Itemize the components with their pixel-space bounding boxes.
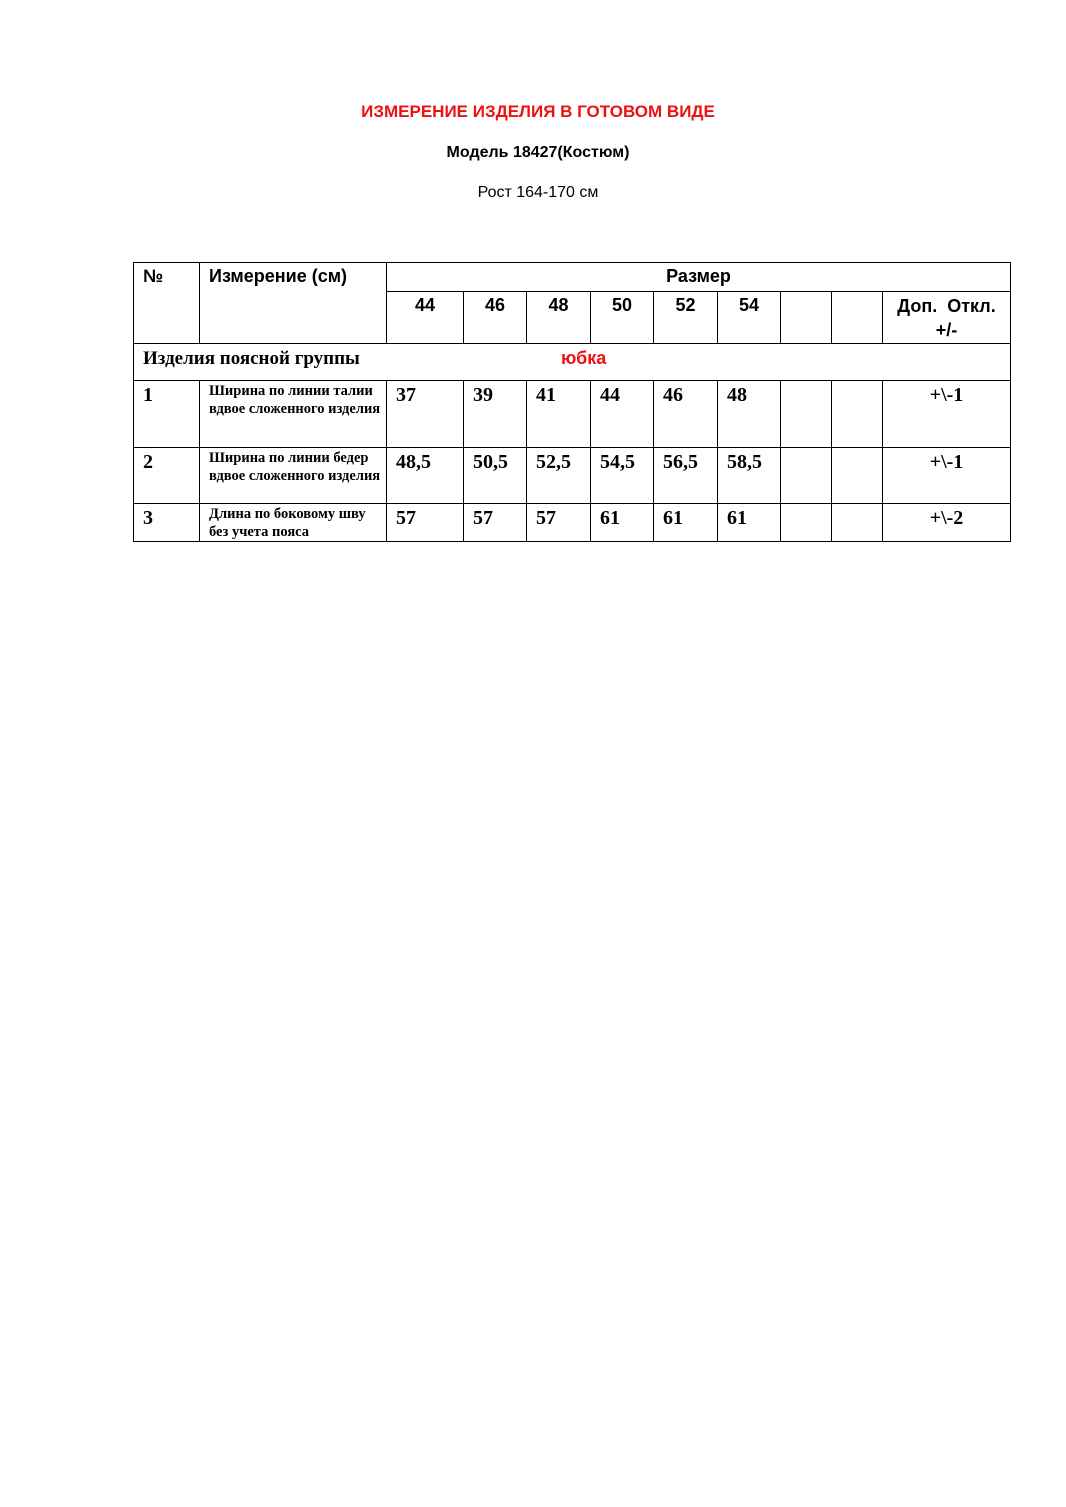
group-cell	[134, 344, 1011, 381]
model-label: Модель 18427(Костюм)	[446, 144, 630, 161]
row-description: Длина по боковому шву без учета пояса	[200, 504, 387, 542]
row-value: 54,5	[591, 448, 654, 504]
row-number: 1	[134, 381, 200, 448]
row-description: Ширина по линии бедер вдвое сложенного изделия	[200, 448, 387, 504]
row-value: 61	[591, 504, 654, 542]
size-cell: 54	[718, 292, 781, 344]
row-value: 50,5	[464, 448, 527, 504]
size-cell: 52	[654, 292, 718, 344]
row-description: Ширина по линии талии вдвое сложенного изделия	[200, 381, 387, 448]
size-cell	[832, 292, 883, 344]
row-value: 57	[387, 504, 464, 542]
table-row	[134, 448, 1011, 504]
row-value: 44	[591, 381, 654, 448]
table-row	[134, 504, 1011, 542]
row-tolerance: +\-1	[883, 448, 1011, 504]
row-value: 58,5	[718, 448, 781, 504]
row-value: 48,5	[387, 448, 464, 504]
size-cell: 46	[464, 292, 527, 344]
row-tolerance: +\-2	[883, 504, 1011, 542]
measurement-table	[133, 262, 1011, 542]
tolerance-sign: +/-	[935, 320, 958, 340]
table-header-row	[134, 263, 1011, 292]
row-value: 61	[654, 504, 718, 542]
header-tolerance	[883, 292, 1011, 344]
row-tolerance: +\-1	[883, 381, 1011, 448]
row-value: 37	[387, 381, 464, 448]
row-value: 52,5	[527, 448, 591, 504]
group-label: Изделия поясной группы	[143, 348, 360, 369]
header-size: Размер	[387, 263, 1011, 292]
row-value	[832, 504, 883, 542]
document-title: ИЗМЕРЕНИЕ ИЗДЕЛИЯ В ГОТОВОМ ВИДЕ	[361, 102, 715, 121]
header-number: №	[134, 263, 200, 344]
row-value: 41	[527, 381, 591, 448]
group-type: юбка	[561, 348, 607, 368]
row-value: 57	[527, 504, 591, 542]
row-value	[781, 504, 832, 542]
row-value: 39	[464, 381, 527, 448]
row-value: 56,5	[654, 448, 718, 504]
row-value: 57	[464, 504, 527, 542]
row-number: 3	[134, 504, 200, 542]
row-value: 48	[718, 381, 781, 448]
row-number: 2	[134, 448, 200, 504]
table-row	[134, 381, 1011, 448]
row-value: 61	[718, 504, 781, 542]
header-measurement: Измерение (см)	[200, 263, 387, 344]
row-value	[832, 448, 883, 504]
group-row	[134, 344, 1011, 381]
row-value: 46	[654, 381, 718, 448]
size-cell: 48	[527, 292, 591, 344]
row-value	[832, 381, 883, 448]
row-value	[781, 448, 832, 504]
height-range: Рост 164-170 см	[477, 184, 599, 201]
size-cell: 50	[591, 292, 654, 344]
size-cell: 44	[387, 292, 464, 344]
tolerance-label: Доп. Откл.	[897, 296, 996, 316]
size-cell	[781, 292, 832, 344]
row-value	[781, 381, 832, 448]
